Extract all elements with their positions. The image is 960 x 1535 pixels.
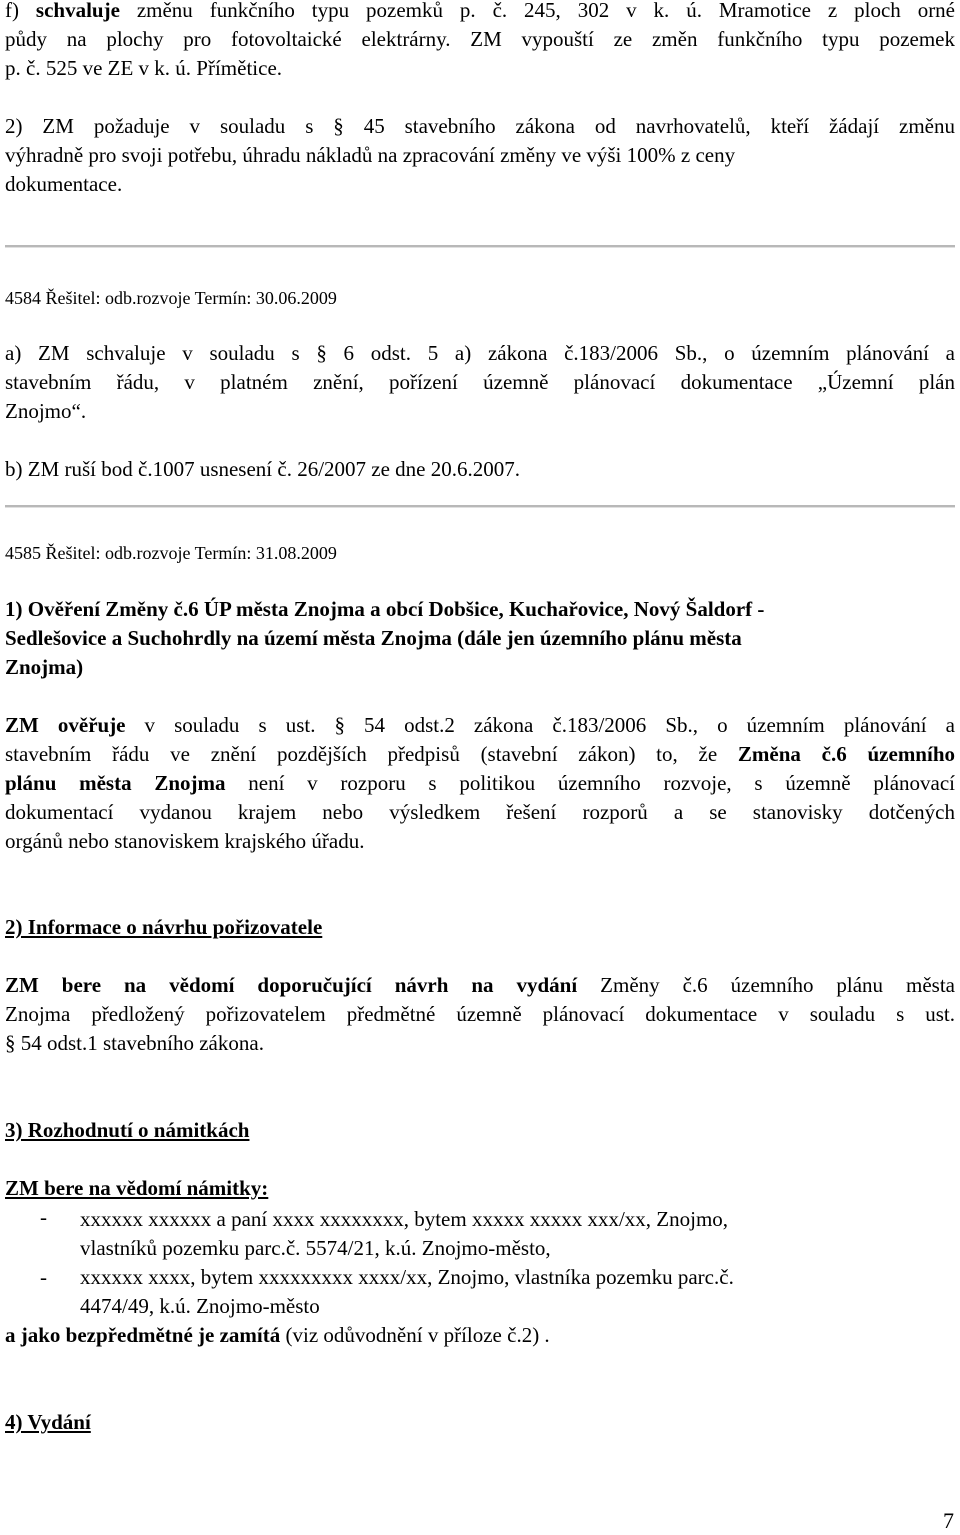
section-1-body-line5: orgánů nebo stanoviskem krajského úřadu. — [5, 829, 365, 853]
list-dash: - — [40, 1265, 47, 1289]
section-1-body-line1: ZM ověřuje v souladu s ust. § 54 odst.2 zákona č.183/2006 Sb., o územním plánování a — [5, 713, 955, 737]
section-3-title: 3) Rozhodnutí o námitkách — [5, 1118, 250, 1142]
item-4584-a-line3: Znojmo“. — [5, 399, 87, 423]
item-4584-b-line: b) ZM ruší bod č.1007 usnesení č. 26/2007 ze dne 20.6.2007. — [5, 457, 521, 481]
page-number: 7 — [943, 1508, 954, 1533]
list-dash: - — [40, 1205, 47, 1229]
section-1-body-line3: plánu města Znojma není v rozporu s politikou územního rozvoje, s územně plánovací — [5, 771, 956, 795]
item-4584-a-line1: a) ZM schvaluje v souladu s § 6 odst. 5 a) zákona č.183/2006 Sb., o územním plánování a — [5, 341, 955, 365]
section-1-body-line4: dokumentací vydanou krajem nebo výsledkem řešení rozporů a se stanovisky dotčených — [5, 800, 955, 824]
section-3-subtitle: ZM bere na vědomí námitky: — [5, 1176, 269, 1200]
objection-2-line1: xxxxxx xxxx, bytem xxxxxxxxx xxxx/xx, Znojmo, vlastníka pozemku parc.č. — [80, 1265, 734, 1289]
item-4585-header: 4585 Řešitel: odb.rozvoje Termín: 31.08.2009 — [5, 543, 337, 563]
section-1-title-line2: Sedlešovice a Suchohrdly na území města Znojma (dále jen územního plánu města — [5, 626, 742, 650]
objection-1-line1: xxxxxx xxxxxx a paní xxxx xxxxxxxx, bytem xxxxx xxxxx xxx/xx, Znojmo, — [80, 1207, 729, 1231]
section-2-body-line3: § 54 odst.1 stavebního zákona. — [5, 1031, 264, 1055]
section-2-body-line2: Znojma předložený pořizovatelem předmětné územně plánovací dokumentace v souladu s ust. — [5, 1002, 955, 1026]
objection-2-line2: 4474/49, k.ú. Znojmo-město — [80, 1294, 320, 1318]
paragraph-f-line3: p. č. 525 ve ZE v k. ú. Přímětice. — [5, 56, 283, 80]
section-1-title-line1: 1) Ověření Změny č.6 ÚP města Znojma a obcí Dobšice, Kuchařovice, Nový Šaldorf - — [5, 597, 765, 621]
separator-rule — [5, 505, 955, 508]
objection-1-line2: vlastníků pozemku parc.č. 5574/21, k.ú. Znojmo-město, — [80, 1236, 551, 1260]
paragraph-2-line3: dokumentace. — [5, 172, 123, 196]
section-2-title: 2) Informace o návrhu pořizovatele — [5, 915, 323, 939]
section-3-closing: a jako bezpředmětné je zamítá (viz odůvodnění v příloze č.2) . — [5, 1323, 550, 1347]
section-1-title-line3: Znojma) — [5, 655, 84, 679]
separator-rule — [5, 245, 955, 248]
section-2-body-line1: ZM bere na vědomí doporučující návrh na vydání Změny č.6 územního plánu města — [5, 973, 955, 997]
section-4-title: 4) Vydání — [5, 1410, 91, 1434]
item-4584-header: 4584 Řešitel: odb.rozvoje Termín: 30.06.2009 — [5, 288, 337, 308]
section-1-body-line2: stavebním řádu ve znění pozdějších předpisů (stavební zákon) to, že Změna č.6 územního — [5, 742, 956, 766]
paragraph-2-line1: 2) ZM požaduje v souladu s § 45 stavebního zákona od navrhovatelů, kteří žádají změnu — [5, 114, 955, 138]
item-4584-a-line2: stavebním řádu, v platném znění, pořízení územně plánovací dokumentace „Územní plán — [5, 370, 955, 394]
paragraph-2-line2: výhradně pro svoji potřebu, úhradu nákladů na zpracování změny ve výši 100% z ceny — [5, 143, 736, 167]
paragraph-f-line2: půdy na plochy pro fotovoltaické elektrárny. ZM vypouští ze změn funkčního typu pozemek — [5, 27, 955, 51]
paragraph-f-line1: f) schvaluje změnu funkčního typu pozemků p. č. 245, 302 v k. ú. Mramotice z ploch orné — [5, 0, 956, 22]
